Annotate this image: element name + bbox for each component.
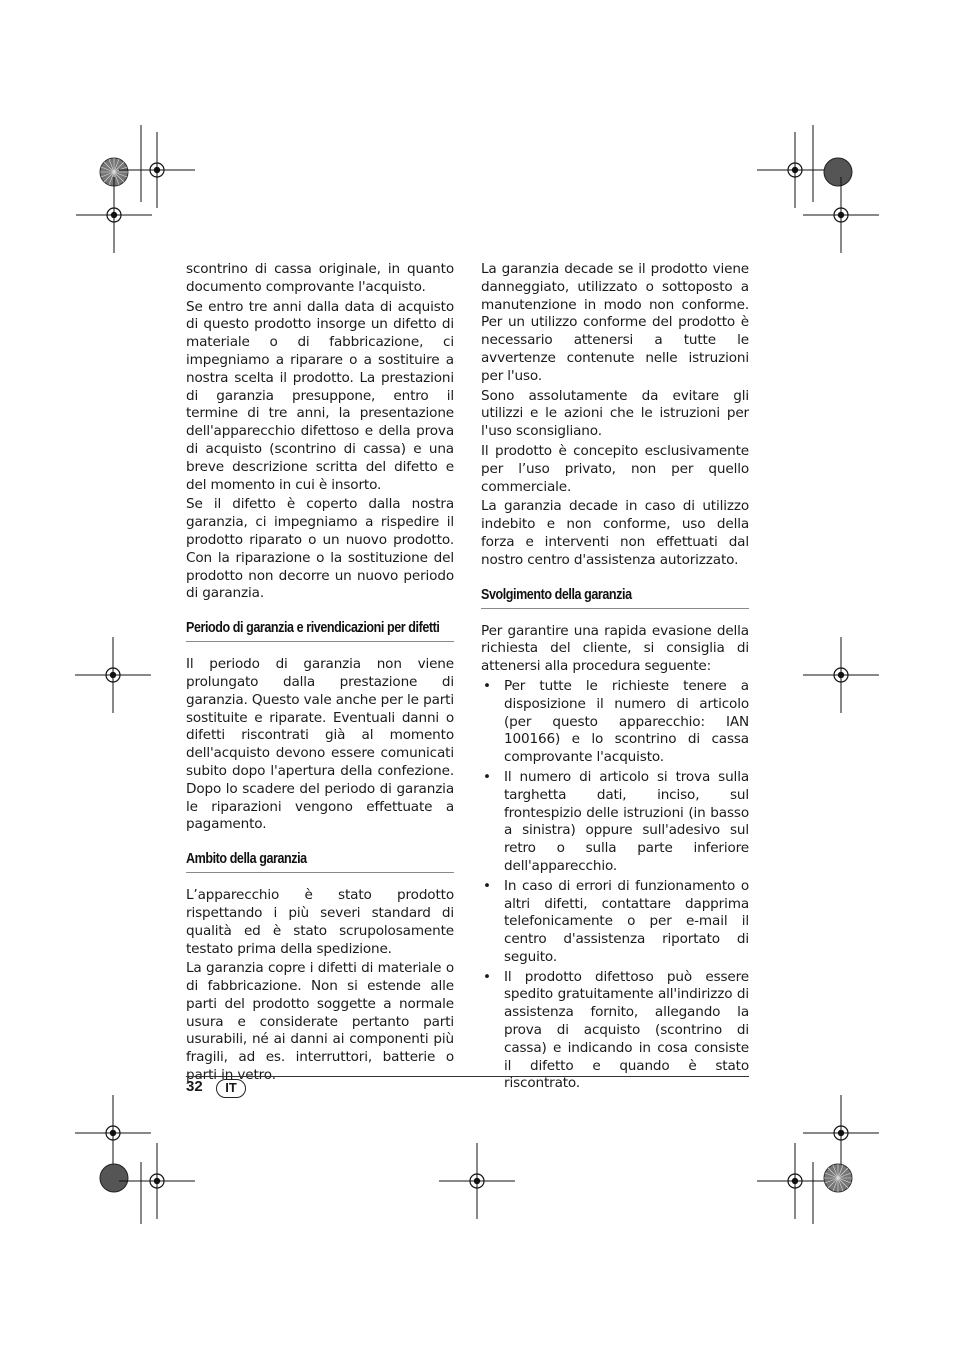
paragraph: scontrino di cassa originale, in quanto documento comprovante l'acquisto. bbox=[186, 261, 454, 295]
paragraph: Se il difetto è coperto dalla nostra garanzia, ci impegniamo a rispedire il prodotto riparato o un nuovo prodotto. Con la riparazione o la sostituzione del prodotto non decorre un nuovo periodo di garanzia. bbox=[186, 496, 454, 602]
paragraph: La garanzia decade se il prodotto viene danneggiato, utilizzato o sottoposto a manutenzione in modo non conforme. Per un utilizzo conforme del prodotto è necessario attenersi a tutte le avvertenze contenute nelle istruzioni per l'uso. bbox=[481, 261, 749, 384]
paragraph: La garanzia decade in caso di utilizzo indebito e non conforme, uso della forza e interventi non effettuati dal nostro centro d'assistenza autorizzato. bbox=[481, 498, 749, 568]
paragraph: Se entro tre anni dalla data di acquisto di questo prodotto insorge un difetto di materiale o di fabbricazione, ci impegniamo a riparare o a sostituire a nostra scelta il prodotto. La prestazioni di garanzia presuppone, entro il termine di tre anni, la presentazione dell'apparecchio difettoso e della prova di acquisto (scontrino di cassa) e una breve descrizione scritta del difetto e del momento in cui è insorto. bbox=[186, 298, 454, 493]
paragraph: Il periodo di garanzia non viene prolungato dalla prestazione di garanzia. Questo vale anche per le parti sostituite e riparate. Eventuali danni o difetti riscontrati già al momento dell'acquisto devono essere comunicati subito dopo l'apertura della confezione. Dopo lo scadere del periodo di garanzia le riparazioni vengono effettuate a pagamento. bbox=[186, 656, 454, 833]
page-number: 32 bbox=[186, 1078, 203, 1095]
heading-ambito-garanzia: Ambito della garanzia bbox=[186, 851, 307, 868]
language-badge: IT bbox=[216, 1079, 246, 1098]
list-item: • In caso di errori di funzionamento o altri difetti, contattare dapprima telefonicamente o per e-mail il centro d'assistenza riportato di seguito. bbox=[481, 878, 749, 967]
paragraph: Sono assolutamente da evitare gli utilizzi e le azioni che le istruzioni per l'uso sconsigliano. bbox=[481, 387, 749, 440]
paragraph: La garanzia copre i difetti di materiale o di fabbricazione. Non si estende alle parti del prodotto soggette a normale usura e considerate pertanto parti usurabili, né ai danni ai componenti più fragili, ad es. interruttori, batterie o parti in vetro. bbox=[186, 960, 454, 1084]
list-item: • Il prodotto difettoso può essere spedito gratuitamente all'indirizzo di assistenza fornito, allegando la prova di acquisto (scontrino di cassa) e indicando in cosa consiste il difetto e quando è stato riscontrato. bbox=[481, 969, 749, 1094]
paragraph: Per garantire una rapida evasione della richiesta del cliente, si consiglia di attenersi alla procedura seguente: bbox=[481, 622, 749, 675]
list-item: • Per tutte le richieste tenere a disposizione il numero di articolo (per questo apparecchio: IAN 100166) e lo scontrino di cassa comprovante l'acquisto. bbox=[481, 678, 749, 767]
paragraph: Il prodotto è concepito esclusivamente per l’uso privato, non per quello commerciale. bbox=[481, 442, 749, 495]
left-column bbox=[186, 261, 454, 1087]
heading-rule bbox=[481, 608, 749, 609]
heading-periodo-garanzia: Periodo di garanzia e rivendicazioni per difetti bbox=[186, 620, 440, 637]
paragraph: L’apparecchio è stato prodotto rispettando i più severi standard di qualità ed è stato scrupolosamente testato prima della spedizione. bbox=[186, 887, 454, 957]
heading-rule bbox=[186, 872, 454, 873]
right-column bbox=[481, 261, 749, 1095]
list-item: • Il numero di articolo si trova sulla targhetta dati, inciso, sul frontespizio delle istruzioni (in basso a sinistra) oppure sull'adesivo sul retro o sulla parte inferiore dell'apparecchio. bbox=[481, 769, 749, 876]
footer-rule bbox=[186, 1076, 749, 1077]
procedure-list bbox=[481, 678, 749, 1093]
heading-svolgimento-garanzia: Svolgimento della garanzia bbox=[481, 586, 632, 603]
heading-rule bbox=[186, 641, 454, 642]
